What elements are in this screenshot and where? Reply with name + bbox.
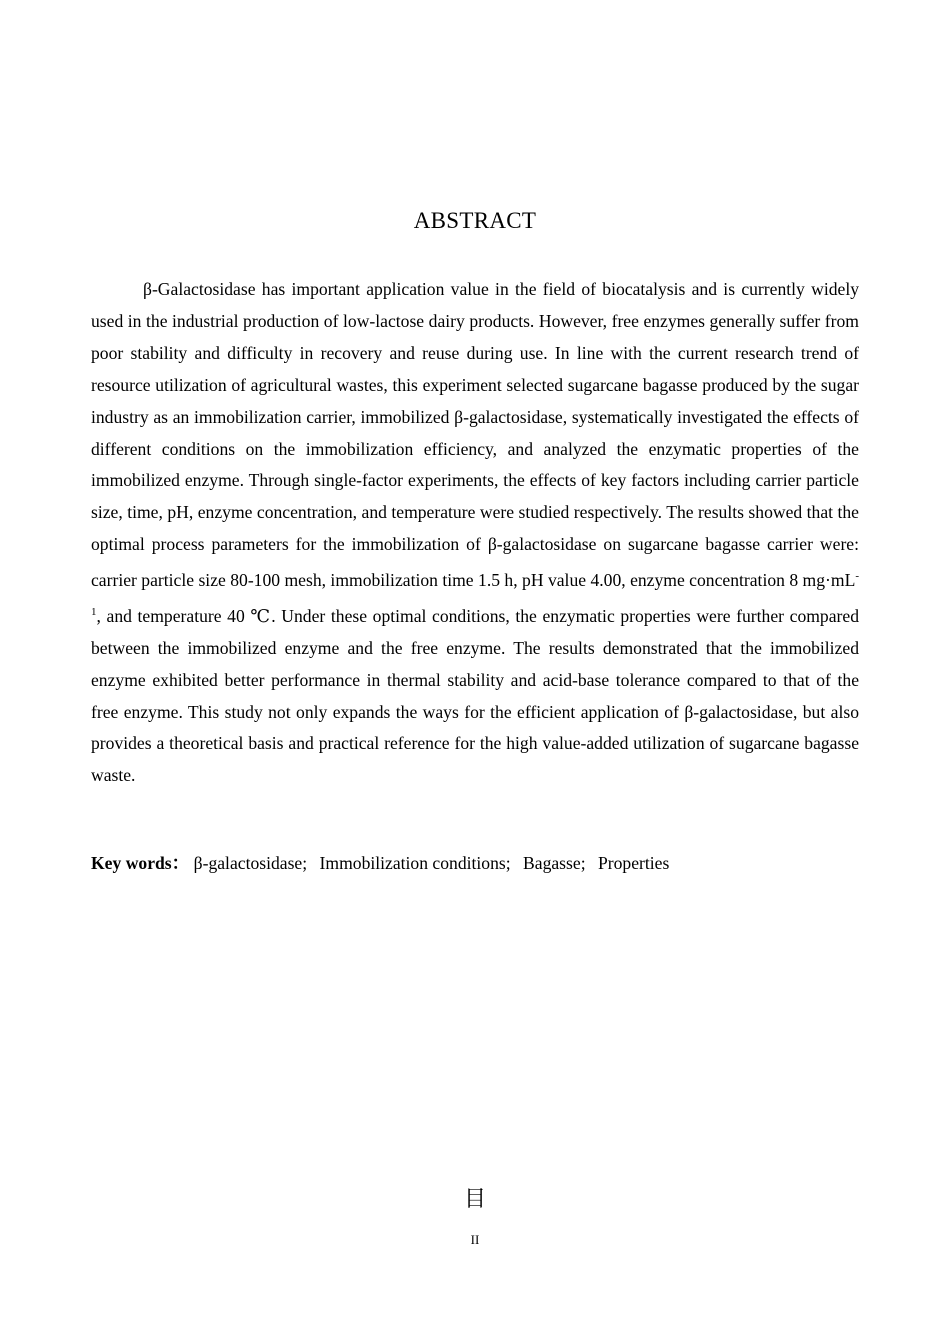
keywords-line xyxy=(91,848,859,880)
abstract-body-part1: β-Galactosidase has important application value in the field of biocatalysis and is currently widely used in the industrial production of low-lactose dairy products. However, free enzymes generally suffer from poor stability and difficulty in recovery and reuse during use. In line with the current research trend of resource utilization of agricultural wastes, this experiment selected sugarcane bagasse produced by the sugar industry as an immobilization carrier, immobilized β-galactosidase, systematically investigated the effects of different conditions on the immobilization efficiency, and analyzed the enzymatic properties of the immobilized enzyme. Through single-factor experiments, the effects of key factors including carrier particle size, time, pH, enzyme concentration, and temperature were studied respectively. The results showed that the optimal process parameters for the immobilization of β-galactosidase on sugarcane bagasse carrier were: carrier particle size 80-100 mesh, immobilization time 1.5 h, pH value 4.00, enzyme concentration 8 mg·mL xyxy=(91,279,859,591)
keyword-item: Properties xyxy=(597,853,670,873)
keyword-separator: ; xyxy=(302,853,308,873)
footer-glyph: 目 xyxy=(463,1187,486,1212)
keyword-item: β-galactosidase xyxy=(193,853,303,873)
keyword-item: Immobilization conditions xyxy=(319,853,506,873)
abstract-body xyxy=(91,274,859,792)
abstract-body-part2: , and temperature 40 ℃. Under these optimal conditions, the enzymatic properties were further compared between the immobilized enzyme and the free enzyme. The results demonstrated that the immobilized enzyme exhibited better performance in thermal stability and acid-base tolerance compared to that of the free enzyme. This study not only expands the ways for the efficient application of β-galactosidase, but also provides a theoretical basis and practical reference for the high value-added utilization of sugarcane bagasse waste. xyxy=(91,605,859,786)
keywords-label: Key words： xyxy=(91,853,190,873)
keyword-item: Bagasse xyxy=(523,853,581,873)
abstract-body-superscript: -1 xyxy=(91,570,859,618)
page-number: II xyxy=(470,1232,480,1247)
keyword-separator: ; xyxy=(505,853,511,873)
keyword-separator: ; xyxy=(580,853,586,873)
abstract-title: ABSTRACT xyxy=(413,208,537,233)
